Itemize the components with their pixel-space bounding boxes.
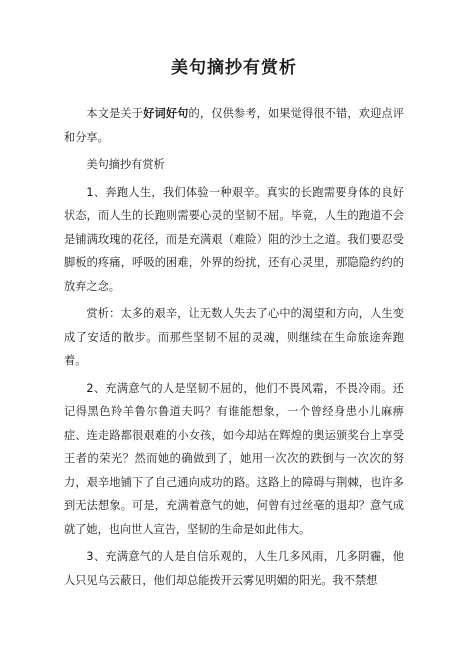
intro-before: 本文是关于 xyxy=(86,107,144,120)
intro-keyword: 好词好句 xyxy=(143,107,189,120)
paragraph-2: 2、充满意气的人是坚韧不屈的，他们不畏风霜，不畏冷雨。还记得黑色羚羊鲁尔鲁道夫吗？有谁能想象，一个曾经身患小儿麻痹症、连走路都很艰难的小女孩，如今却站在辉煌的奥运颁奖台上享受王者的荣光？然而她的确做到了，她用一次次的跌倒与一次次的努力，艰辛地铺下了自己通向成功的路。这路上的障碍与荆棘，也许多到无法想象。可是，充满着意气的她，何曾有过丝毫的退却？意气成就了她，也向世人宣告，坚韧的生命是如此伟大。 xyxy=(64,381,404,536)
paragraph-appreciation: 赏析：太多的艰辛，让无数人失去了心中的渴望和方向，人生变成了安适的散步。而那些坚韧不屈的灵魂，则继续在生命旅途奔跑着。 xyxy=(64,307,404,367)
section-subtitle: 美句摘抄有赏析 xyxy=(86,158,165,171)
intro-after: 的，仅供参考，如果觉得很不错，欢迎点评和分享。 xyxy=(64,107,404,144)
intro-paragraph xyxy=(64,102,404,149)
paragraph-3: 3、充满意气的人是自信乐观的，人生几多风雨，几多阴霾，他人只见乌云蔽日，他们却总能拨开云雾见明媚的阳光。我不禁想 xyxy=(64,550,404,587)
paragraph-1: 1、奔跑人生，我们体验一种艰辛。真实的长跑需要身体的良好状态，而人生的长跑则需要心灵的坚韧不屈。毕竟，人生的跑道不会是铺满玫瑰的花径，而是充满艰（难险）阻的沙土之道。我们要忍受脚板的疼痛，呼吸的困难，外界的纷扰，还有心灵里，那隐隐约约的放弃之念。 xyxy=(64,185,404,293)
document-page xyxy=(64,56,404,596)
document-title: 美句摘抄有赏析 xyxy=(171,58,297,78)
